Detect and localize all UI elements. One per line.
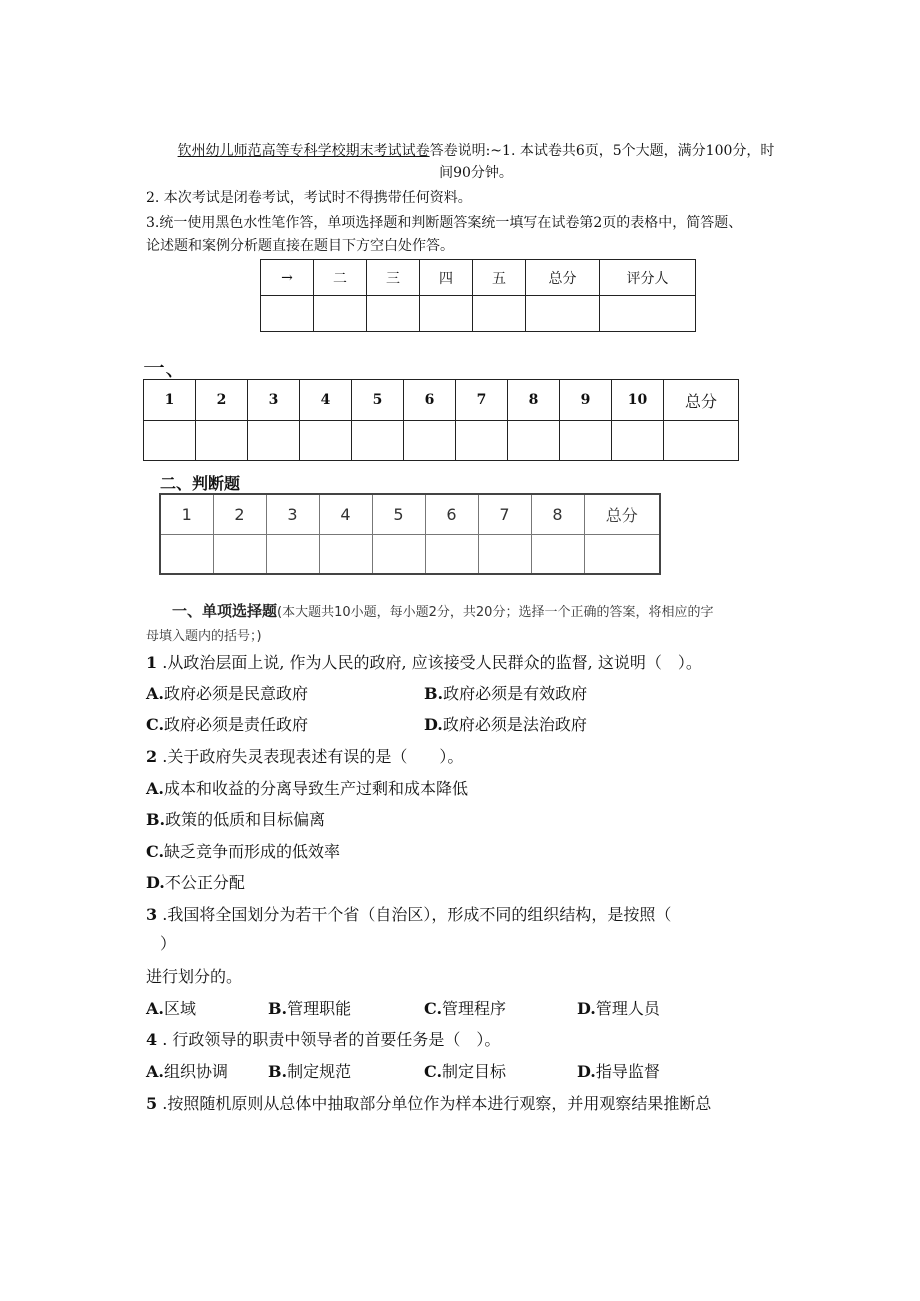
mc-answer-cell[interactable] [612, 421, 664, 461]
mc-answer-cell[interactable] [456, 421, 508, 461]
question-3-paren: ） [160, 934, 177, 953]
instructions-intro-cont: 间90分钟。 [439, 165, 513, 181]
tf-answer-cell[interactable] [160, 534, 213, 574]
question-1 [146, 652, 816, 674]
mc-answer-cell[interactable] [664, 421, 739, 461]
mc-header: 9 [560, 380, 612, 421]
instructions-intro: 答卷说明:~1. 本试卷共6页，5个大题，满分100分，时 [429, 143, 775, 159]
question-4 [146, 1029, 816, 1051]
score-cell[interactable] [420, 296, 473, 332]
question-text: .关于政府失灵表现表述有误的是（ ）。 [157, 747, 464, 766]
mc-answer-cell[interactable] [300, 421, 352, 461]
tf-answer-cell[interactable] [425, 534, 478, 574]
score-cell[interactable] [261, 296, 314, 332]
option-3d[interactable]: D.管理人员 [577, 999, 660, 1018]
question-number: 2 [146, 747, 158, 766]
option-4d[interactable]: D.指导监督 [577, 1062, 660, 1081]
mc-answer-cell[interactable] [144, 421, 196, 461]
question-3 [146, 904, 816, 926]
question-3-cont: 进行划分的。 [146, 967, 243, 986]
score-header-total: 总分 [526, 260, 600, 296]
exam-instructions-header [146, 140, 806, 184]
score-header-2: 二 [314, 260, 367, 296]
mc-header: 6 [404, 380, 456, 421]
mc-header: 8 [508, 380, 560, 421]
tf-header: 2 [213, 494, 266, 534]
mc-header: 1 [144, 380, 196, 421]
mc-answer-cell[interactable] [404, 421, 456, 461]
option-4a[interactable]: A.组织协调 [146, 1062, 228, 1081]
question-number: 3 [146, 905, 158, 924]
mc-answer-cell[interactable] [352, 421, 404, 461]
option-2c[interactable]: C.缺乏竞争而形成的低效率 [146, 842, 341, 861]
tf-answer-cell[interactable] [213, 534, 266, 574]
mc-header-total: 总分 [664, 380, 739, 421]
question-2 [146, 746, 816, 768]
option-1c[interactable]: C.政府必须是责任政府 [146, 715, 309, 734]
mc-header: 5 [352, 380, 404, 421]
tf-header: 3 [266, 494, 319, 534]
score-cell[interactable] [367, 296, 420, 332]
tf-header: 8 [531, 494, 584, 534]
tf-header: 5 [372, 494, 425, 534]
question-text: .按照随机原则从总体中抽取部分单位作为样本进行观察，并用观察结果推断总 [157, 1094, 712, 1113]
tf-header-total: 总分 [584, 494, 660, 534]
question-text: .从政治层面上说, 作为人民的政府, 应该接受人民群众的监督, 这说明（ ）。 [157, 653, 702, 672]
question-text: . 行政领导的职责中领导者的首要任务是（ ）。 [157, 1030, 501, 1049]
question-text: .我国将全国划分为若干个省（自治区），形成不同的组织结构，是按照（ [157, 905, 672, 924]
option-1d[interactable]: D.政府必须是法治政府 [424, 715, 587, 734]
option-2a[interactable]: A.成本和收益的分离导致生产过剩和成本降低 [146, 779, 468, 798]
option-1b[interactable]: B.政府必须是有效政府 [424, 684, 588, 703]
question-number: 1 [146, 653, 158, 672]
mc-answer-cell[interactable] [560, 421, 612, 461]
tf-answer-cell[interactable] [372, 534, 425, 574]
mc-header: 3 [248, 380, 300, 421]
mc-answer-table [143, 379, 739, 461]
school-name: 钦州幼儿师范高等专科学校期末考试试卷 [177, 143, 430, 159]
tf-answer-cell[interactable] [319, 534, 372, 574]
option-2d[interactable]: D.不公正分配 [146, 873, 245, 892]
mc-header: 4 [300, 380, 352, 421]
tf-header: 6 [425, 494, 478, 534]
option-3b[interactable]: B.管理职能 [268, 999, 352, 1018]
question-number: 5 [146, 1094, 158, 1113]
tf-answer-cell[interactable] [478, 534, 531, 574]
mc-section-desc-cont: 母填入题内的括号；) [146, 629, 262, 644]
option-2b[interactable]: B.政策的低质和目标偏离 [146, 810, 326, 829]
instruction-note-3a: 3.统一使用黑色水性笔作答，单项选择题和判断题答案统一填写在试卷第2页的表格中，简答题、 [146, 215, 743, 231]
section-one-mark: 一、 [143, 357, 188, 382]
score-cell[interactable] [600, 296, 696, 332]
tf-section-title: 二、判断题 [160, 474, 241, 493]
score-cell[interactable] [473, 296, 526, 332]
mc-header: 10 [612, 380, 664, 421]
mc-section-title: 一、单项选择题 [172, 602, 278, 620]
tf-header: 4 [319, 494, 372, 534]
option-3c[interactable]: C.管理程序 [424, 999, 507, 1018]
tf-answer-cell[interactable] [584, 534, 660, 574]
score-header-5: 五 [473, 260, 526, 296]
score-header-grader: 评分人 [600, 260, 696, 296]
score-header-3: 三 [367, 260, 420, 296]
mc-section-heading [146, 600, 816, 648]
tf-answer-table [159, 493, 661, 575]
option-3a[interactable]: A.区域 [146, 999, 196, 1018]
score-summary-table [260, 259, 696, 332]
question-5 [146, 1093, 816, 1115]
mc-section-desc: (本大题共10小题，每小题2分，共20分；选择一个正确的答案，将相应的字 [277, 605, 714, 620]
tf-answer-cell[interactable] [531, 534, 584, 574]
tf-answer-cell[interactable] [266, 534, 319, 574]
instruction-note-3b: 论述题和案例分析题直接在题目下方空白处作答。 [146, 238, 454, 254]
mc-header: 2 [196, 380, 248, 421]
score-header-4: 四 [420, 260, 473, 296]
option-4c[interactable]: C.制定目标 [424, 1062, 507, 1081]
instruction-note-2: 2. 本次考试是闭卷考试，考试时不得携带任何资料。 [146, 190, 472, 206]
mc-answer-cell[interactable] [248, 421, 300, 461]
tf-header: 1 [160, 494, 213, 534]
score-cell[interactable] [526, 296, 600, 332]
question-number: 4 [146, 1030, 158, 1049]
score-cell[interactable] [314, 296, 367, 332]
option-4b[interactable]: B.制定规范 [268, 1062, 352, 1081]
tf-header: 7 [478, 494, 531, 534]
score-header-1: → [261, 260, 314, 296]
mc-answer-cell[interactable] [196, 421, 248, 461]
mc-header: 7 [456, 380, 508, 421]
option-1a[interactable]: A.政府必须是民意政府 [146, 684, 308, 703]
mc-answer-cell[interactable] [508, 421, 560, 461]
